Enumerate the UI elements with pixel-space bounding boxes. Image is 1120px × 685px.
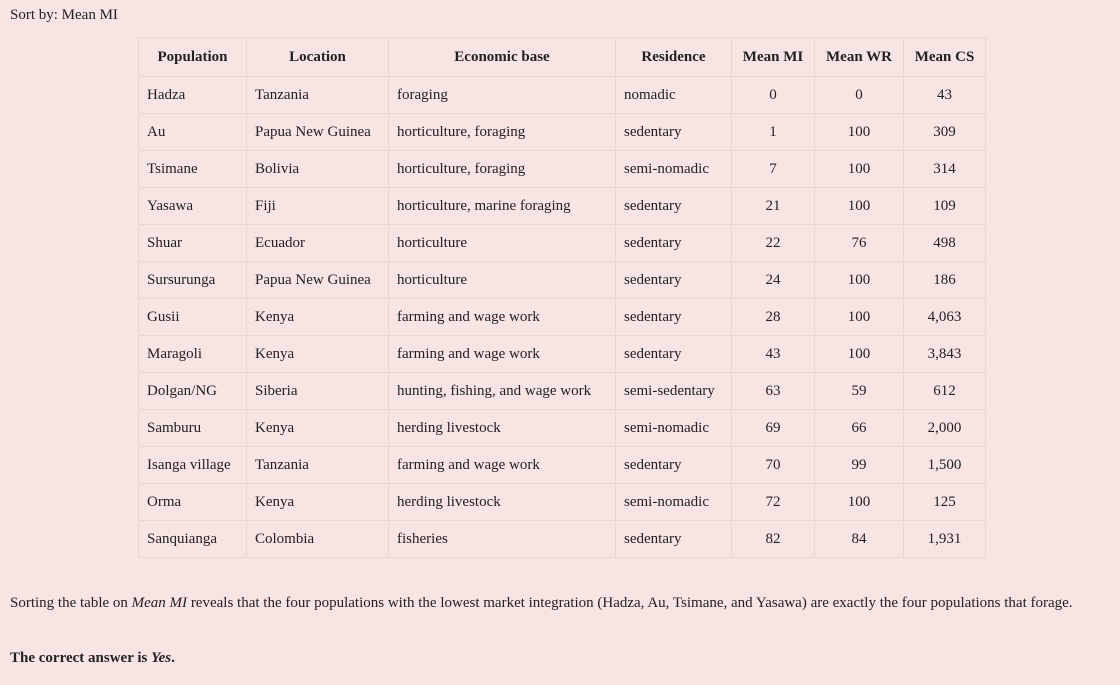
cell-mean-mi: 22 — [732, 225, 815, 262]
explanation-suffix: reveals that the four populations with the lowest market integration (Hadza, Au, Tsimane, and Yasawa) are exactly the four populations that forage. — [187, 595, 1073, 611]
header-population[interactable]: Population — [139, 38, 247, 77]
cell-population: Yasawa — [139, 188, 247, 225]
header-economic-base[interactable]: Economic base — [389, 38, 616, 77]
cell-mean-cs: 186 — [904, 262, 986, 299]
cell-location: Papua New Guinea — [247, 114, 389, 151]
cell-mean-wr: 100 — [815, 151, 904, 188]
table-row — [139, 262, 986, 299]
cell-residence: semi-nomadic — [616, 484, 732, 521]
data-table-container — [138, 37, 986, 558]
cell-mean-mi: 43 — [732, 336, 815, 373]
cell-mean-wr: 66 — [815, 410, 904, 447]
answer-line — [10, 650, 175, 667]
table-row — [139, 114, 986, 151]
cell-mean-wr: 0 — [815, 77, 904, 114]
cell-population: Gusii — [139, 299, 247, 336]
cell-location: Siberia — [247, 373, 389, 410]
cell-population: Sursurunga — [139, 262, 247, 299]
table-row — [139, 225, 986, 262]
cell-mean-mi: 70 — [732, 447, 815, 484]
header-mean-mi[interactable]: Mean MI — [732, 38, 815, 77]
cell-residence: sedentary — [616, 262, 732, 299]
cell-population: Sanquianga — [139, 521, 247, 558]
table-row — [139, 410, 986, 447]
cell-mean-mi: 28 — [732, 299, 815, 336]
cell-economic-base: herding livestock — [389, 484, 616, 521]
cell-mean-wr: 100 — [815, 188, 904, 225]
answer-value: Yes — [151, 650, 172, 666]
cell-population: Dolgan/NG — [139, 373, 247, 410]
cell-mean-wr: 59 — [815, 373, 904, 410]
cell-residence: semi-sedentary — [616, 373, 732, 410]
header-mean-wr[interactable]: Mean WR — [815, 38, 904, 77]
cell-location: Tanzania — [247, 77, 389, 114]
cell-mean-cs: 1,931 — [904, 521, 986, 558]
table-row — [139, 373, 986, 410]
cell-economic-base: horticulture — [389, 225, 616, 262]
cell-mean-wr: 100 — [815, 336, 904, 373]
cell-mean-cs: 498 — [904, 225, 986, 262]
cell-population: Hadza — [139, 77, 247, 114]
sort-label[interactable]: Sort by: Mean MI — [10, 7, 118, 23]
cell-economic-base: horticulture, foraging — [389, 151, 616, 188]
cell-mean-mi: 82 — [732, 521, 815, 558]
cell-population: Tsimane — [139, 151, 247, 188]
cell-location: Tanzania — [247, 447, 389, 484]
cell-population: Shuar — [139, 225, 247, 262]
cell-mean-mi: 1 — [732, 114, 815, 151]
cell-mean-mi: 69 — [732, 410, 815, 447]
cell-economic-base: herding livestock — [389, 410, 616, 447]
cell-mean-mi: 24 — [732, 262, 815, 299]
answer-suffix: . — [171, 650, 175, 666]
cell-economic-base: hunting, fishing, and wage work — [389, 373, 616, 410]
cell-economic-base: farming and wage work — [389, 447, 616, 484]
cell-mean-wr: 100 — [815, 114, 904, 151]
cell-mean-cs: 2,000 — [904, 410, 986, 447]
answer-prefix: The correct answer is — [10, 650, 152, 666]
cell-economic-base: fisheries — [389, 521, 616, 558]
cell-mean-cs: 309 — [904, 114, 986, 151]
cell-residence: sedentary — [616, 521, 732, 558]
cell-population: Isanga village — [139, 447, 247, 484]
cell-location: Fiji — [247, 188, 389, 225]
cell-mean-cs: 125 — [904, 484, 986, 521]
cell-mean-wr: 100 — [815, 262, 904, 299]
cell-mean-mi: 72 — [732, 484, 815, 521]
table-row — [139, 336, 986, 373]
table-row — [139, 77, 986, 114]
cell-mean-cs: 612 — [904, 373, 986, 410]
cell-economic-base: horticulture, foraging — [389, 114, 616, 151]
cell-mean-cs: 3,843 — [904, 336, 986, 373]
cell-mean-wr: 100 — [815, 299, 904, 336]
cell-location: Kenya — [247, 410, 389, 447]
cell-population: Samburu — [139, 410, 247, 447]
cell-mean-wr: 76 — [815, 225, 904, 262]
cell-economic-base: horticulture, marine foraging — [389, 188, 616, 225]
cell-residence: sedentary — [616, 447, 732, 484]
cell-location: Ecuador — [247, 225, 389, 262]
cell-residence: sedentary — [616, 336, 732, 373]
cell-residence: sedentary — [616, 188, 732, 225]
cell-population: Maragoli — [139, 336, 247, 373]
cell-mean-mi: 63 — [732, 373, 815, 410]
cell-location: Kenya — [247, 299, 389, 336]
header-residence[interactable]: Residence — [616, 38, 732, 77]
cell-economic-base: farming and wage work — [389, 336, 616, 373]
table-row — [139, 299, 986, 336]
cell-residence: semi-nomadic — [616, 151, 732, 188]
cell-mean-mi: 7 — [732, 151, 815, 188]
cell-location: Kenya — [247, 484, 389, 521]
table-row — [139, 521, 986, 558]
explanation-paragraph — [10, 591, 1110, 615]
table-row — [139, 447, 986, 484]
cell-mean-cs: 314 — [904, 151, 986, 188]
cell-mean-cs: 109 — [904, 188, 986, 225]
cell-residence: semi-nomadic — [616, 410, 732, 447]
cell-mean-wr: 100 — [815, 484, 904, 521]
cell-mean-mi: 21 — [732, 188, 815, 225]
cell-residence: sedentary — [616, 225, 732, 262]
cell-mean-mi: 0 — [732, 77, 815, 114]
explanation-prefix: Sorting the table on — [10, 595, 132, 611]
table-row — [139, 151, 986, 188]
table-row — [139, 484, 986, 521]
cell-location: Bolivia — [247, 151, 389, 188]
table-row — [139, 188, 986, 225]
cell-mean-cs: 4,063 — [904, 299, 986, 336]
cell-mean-cs: 1,500 — [904, 447, 986, 484]
header-mean-cs[interactable]: Mean CS — [904, 38, 986, 77]
cell-mean-cs: 43 — [904, 77, 986, 114]
cell-residence: nomadic — [616, 77, 732, 114]
cell-population: Orma — [139, 484, 247, 521]
explanation-emphasis: Mean MI — [131, 595, 188, 611]
cell-economic-base: farming and wage work — [389, 299, 616, 336]
table-header-row — [139, 38, 986, 77]
cell-residence: sedentary — [616, 114, 732, 151]
cell-location: Papua New Guinea — [247, 262, 389, 299]
cell-economic-base: foraging — [389, 77, 616, 114]
populations-table — [138, 37, 986, 558]
cell-location: Kenya — [247, 336, 389, 373]
cell-economic-base: horticulture — [389, 262, 616, 299]
cell-mean-wr: 99 — [815, 447, 904, 484]
header-location[interactable]: Location — [247, 38, 389, 77]
cell-population: Au — [139, 114, 247, 151]
cell-mean-wr: 84 — [815, 521, 904, 558]
cell-location: Colombia — [247, 521, 389, 558]
cell-residence: sedentary — [616, 299, 732, 336]
